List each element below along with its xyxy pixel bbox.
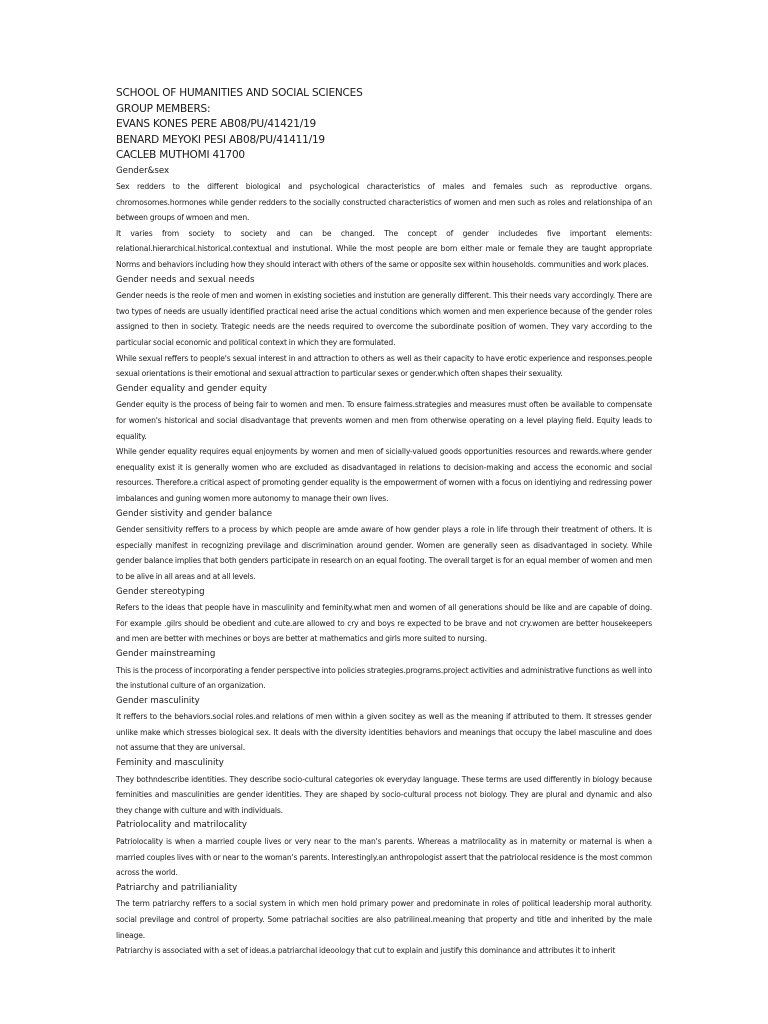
school-name: SCHOOL OF HUMANITIES AND SOCIAL SCIENCES (116, 87, 363, 99)
paragraph: The term patriarchy reffers to a social system in which men hold primary power and predominate in roles of political leadership moral authority. social previlage and control of property. Some patriachal socities are also patrilineal.meaning that property and title and inherited by the male lineage. (116, 899, 652, 940)
paragraph: It reffers to the behaviors.social roles.and relations of men within a given socitey as well as the meaning if attributed to them. It stresses gender unlike make which stresses biological sex. It deals with the diversity identities behaviors and meanings that occupy the label masculine and does not assume that they are universal. (116, 712, 652, 753)
paragraph: Patriolocality is when a married couple lives or very near to the man's parents. Whereas a matrilocality as in maternity or maternal is when a married couples lives with or near to the woman's parents. Interestingly.an anthropologist assert that the patriolocal residence is the most common across the world. (116, 837, 652, 878)
paragraph: Patriarchy is associated with a set of ideas.a patriarchal ideoology that cut to explain and justify this dominance and attributes it to inherit (116, 946, 616, 956)
paragraph: Gender equity is the process of being fair to women and men. To ensure fairness.strategies and measures must often be available to compensate for women's historical and social disadvantage that prevents women and men from otherwise operating on a level playing field. Equity leads to equality. (116, 400, 652, 441)
section-heading: Patriolocality and matrilocality (116, 820, 247, 831)
section-heading: Gender masculinity (116, 695, 200, 706)
member-line: BENARD MEYOKI PESI AB08/PU/41411/19 (116, 133, 325, 146)
paragraph: Refers to the ideas that people have in masculinity and feminity.what men and women of all generations should be like and are capable of doing. For example .gilrs should be obedient and cute.are allowed to cry and boys re expected to be brave and not cry.women are better housekeepers and men are better with mechines or boys are better at mathematics and girls more suited to nursing. (116, 603, 652, 644)
section-gender-stereotyping (116, 585, 652, 647)
section-gender-needs (116, 273, 652, 382)
section-patriarchy (116, 881, 652, 959)
paragraph: Gender sensitivity reffers to a process by which people are amde aware of how gender plays a role in life through their treatment of others. It is especially manifest in recognizing previlage and discrimination around gender. Women are generally seen as disadvantaged in society. While gender balance implies that both genders participate in research on an equal footing. The overall target is for an equal member of women and men to be alive in all areas and at all levels. (116, 525, 652, 581)
paragraph: While sexual reffers to people's sexual interest in and attraction to others as well as their capacity to have erotic experience and responses.people sexual orientations is their emotional and sexual attraction to particular sexes or gender.which often shapes their sexuality. (116, 353, 652, 379)
section-feminity-masculinity (116, 756, 652, 818)
paragraph: While gender equality requires equal enjoyments by women and men of sicially-valued goods opportunities resources and rewards.where gender enequality exist it is generally women who are excluded as disadvantaged in relations to decision-making and access the economic and social resources. Therefore.a critical aspect of promoting gender equality is the empowerment of women with a focus on identiying and redressing power imbalances and guning women more autonomy to manage their own lives. (116, 447, 652, 503)
section-gender-masculinity (116, 694, 652, 756)
section-patriolocality (116, 818, 652, 880)
section-heading: Gender mainstreaming (116, 648, 216, 659)
section-heading: Gender needs and sexual needs (116, 274, 255, 285)
paragraph: It varies from society to society and can be changed. The concept of gender includedes five important elements: relational.hierarchical.historical.contextual and instutional. While the most people are born either male or female they are taught appropriate Norms and behaviors including how they should interact with others of the same or opposite sex within households. communities and work places. (116, 228, 652, 270)
section-heading: Patriarchy and patrilianiality (116, 882, 238, 893)
section-heading: Feminity and masculinity (116, 758, 224, 769)
section-gender-sex (116, 164, 652, 273)
section-heading: Gender equality and gender equity (116, 383, 267, 394)
section-heading: Gender stereotyping (116, 586, 205, 597)
section-gender-sensitivity (116, 507, 652, 585)
section-heading: Gender&sex (116, 165, 170, 176)
member-line: EVANS KONES PERE AB08/PU/41421/19 (116, 118, 317, 130)
paragraph: Gender needs is the reole of men and women in existing societies and instution are generally different. This their needs vary accordingly. There are two types of needs are usually identified practical need arise the actual conditions which women and men experience because of the gender roles assigned to then in society. Trategic needs are the needs required to overcome the subordinate position of women. They vary according to the particular social economic and political context in which they are formulated. (116, 291, 652, 348)
paragraph: This is the process of incorporating a fender perspective into policies strategies.programs.project activities and administrative functions as well into the instutional culture of an organization. (116, 665, 652, 691)
section-gender-mainstreaming (116, 647, 652, 694)
group-members-label: GROUP MEMBERS: (116, 102, 211, 115)
section-gender-equality (116, 382, 652, 507)
document-header (116, 86, 652, 164)
section-heading: Gender sistivity and gender balance (116, 508, 273, 519)
document-page (116, 86, 652, 959)
paragraph: Sex redders to the different biological and psychological characteristics of males and females such as reproductive organs. chromosomes.hormones while gender redders to the socially constructed characteristics of women and men such as roles and relationshipa of an between groups of wmoen and men. (116, 182, 652, 223)
member-line: CACLEB MUTHOMI 41700 (116, 149, 245, 161)
paragraph: They bothndescribe identities. They describe socio-cultural categories ok everyday language. These terms are used differently in biology because feminities and masculinities are gender identities. They are shaped by socio-cultural process not biology. They are plural and dynamic and also they change with culture and with individuals. (116, 774, 652, 815)
